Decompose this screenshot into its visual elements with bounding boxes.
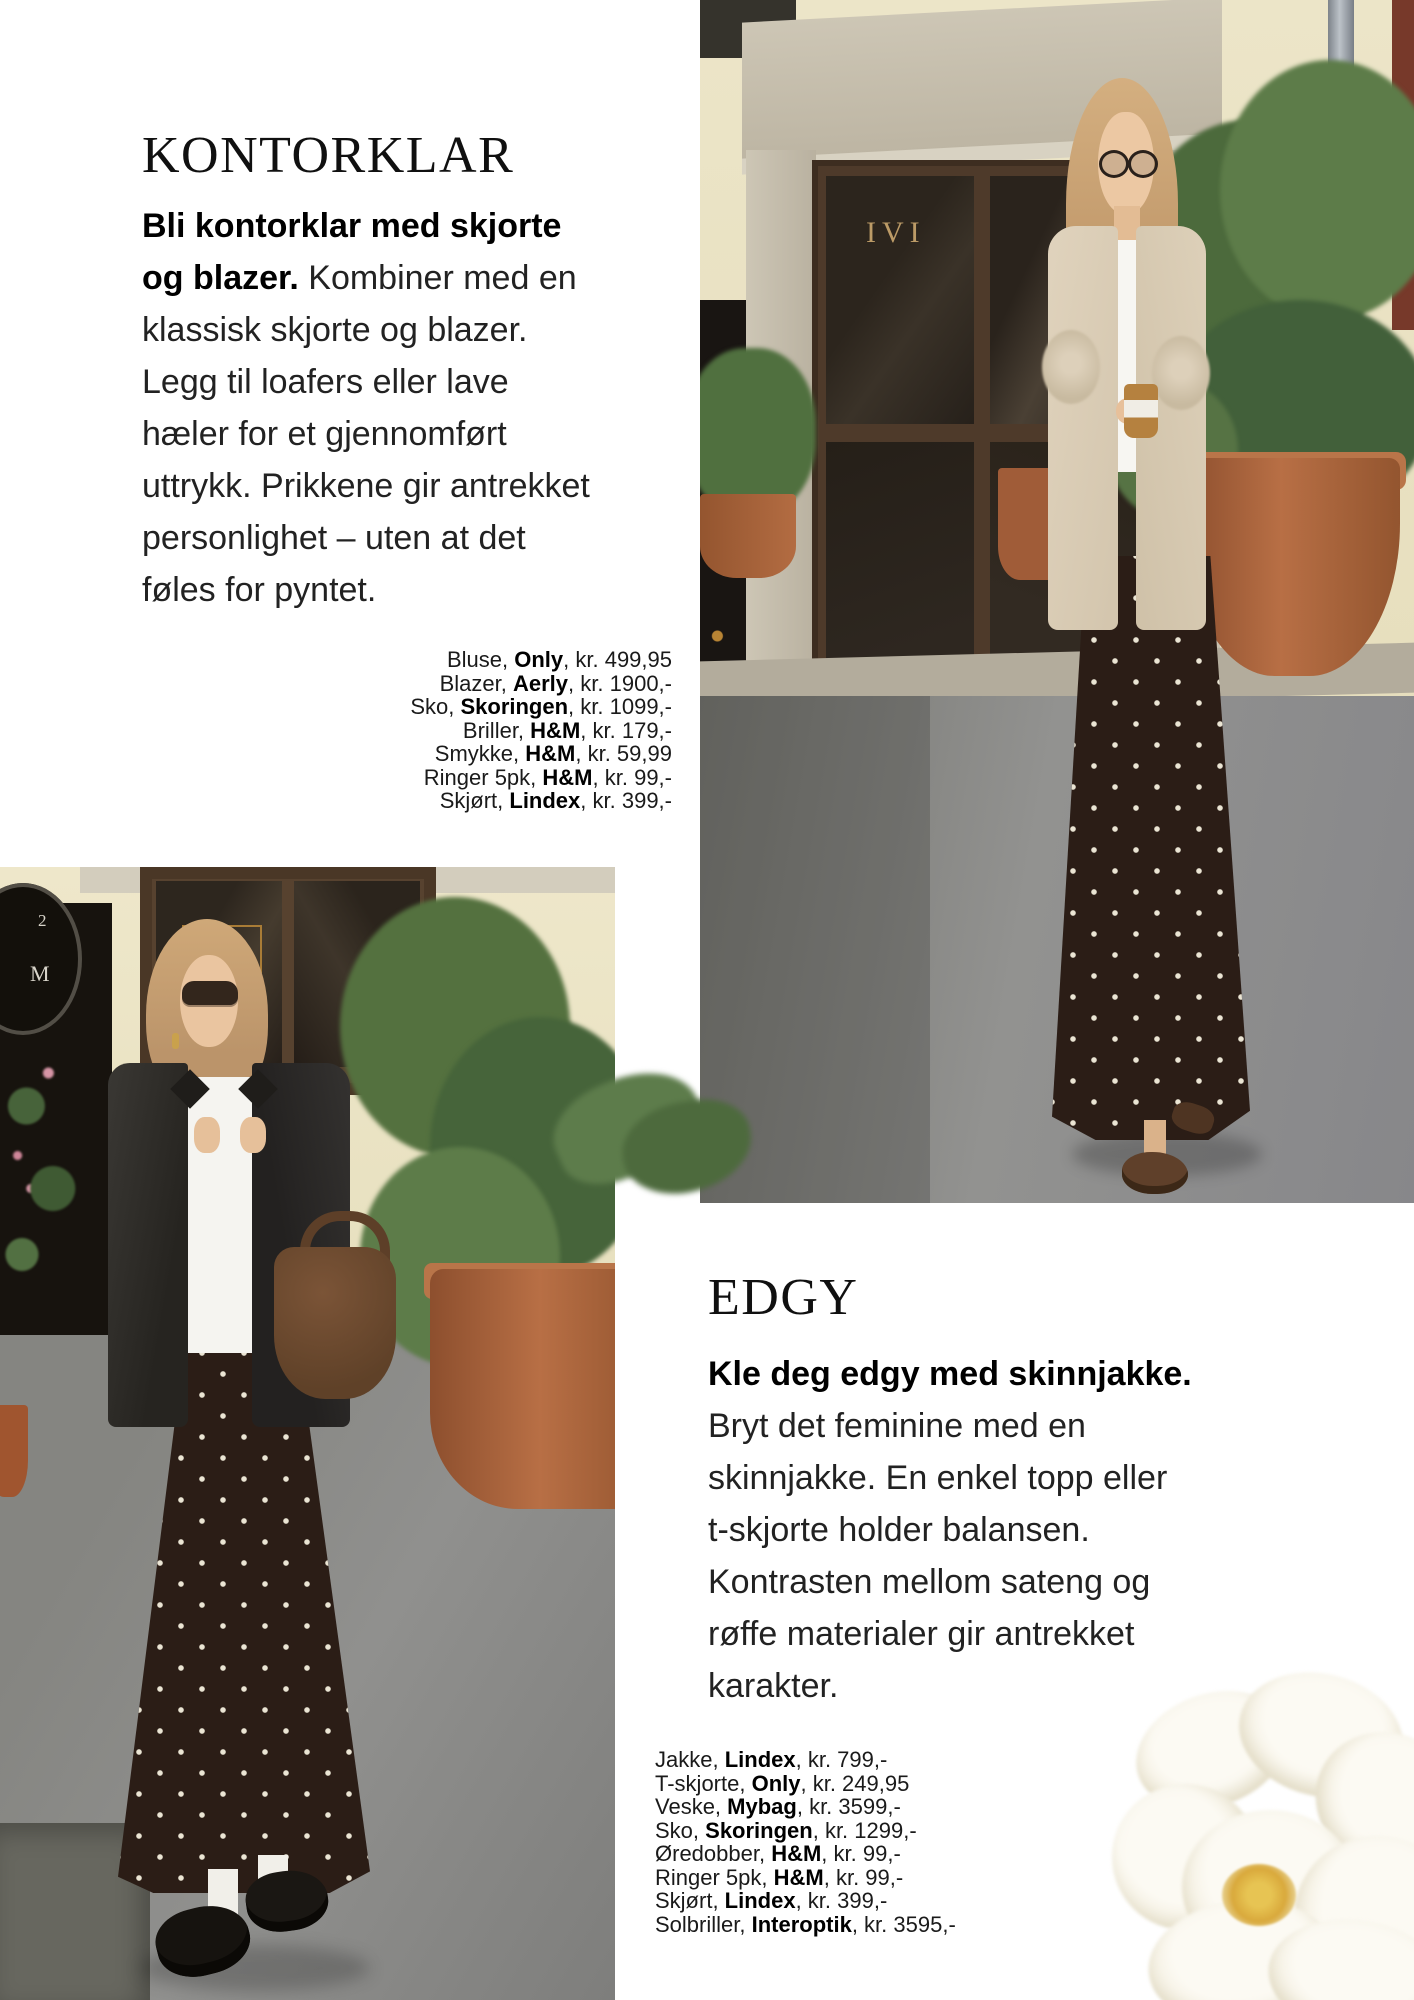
product-line: Skjørt, Lindex, kr. 399,- <box>439 788 672 813</box>
paragraph-line: Bryt det feminine med en <box>708 1407 1086 1445</box>
eyeglasses-lens <box>1099 150 1129 178</box>
blazer-flower-applique <box>1152 336 1210 410</box>
product-line: T-skjorte, Only, kr. 249,95 <box>655 1770 910 1796</box>
paragraph-line: Legg til loafers eller lave <box>142 363 509 401</box>
paragraph-line: røffe materialer gir antrekket <box>708 1615 1135 1653</box>
section-heading-edgy: EDGY <box>708 1269 859 1326</box>
product-line: Blazer, Aerly, kr. 1900,- <box>439 670 672 696</box>
product-line: Skjørt, Lindex, kr. 399,- <box>655 1888 888 1913</box>
beige-blazer-left <box>1048 226 1118 630</box>
woven-loafer-front <box>1122 1152 1188 1194</box>
product-line: Øredobber, H&M, kr. 99,- <box>655 1841 901 1866</box>
paragraph-line: Kle deg edgy med skinnjakke. <box>708 1355 1192 1393</box>
terracotta-pot-small <box>0 1405 28 1497</box>
kontorklar-paragraph <box>142 200 602 616</box>
paragraph-line: karakter. <box>708 1667 839 1705</box>
blazer-flower-applique <box>1042 330 1100 404</box>
model-hand <box>240 1117 266 1153</box>
eyeglasses-lens <box>1128 150 1158 178</box>
edgy-paragraph <box>708 1348 1208 1712</box>
paragraph-line: klassisk skjorte og blazer. <box>142 311 528 349</box>
product-line: Sko, Skoringen, kr. 1299,- <box>655 1817 917 1843</box>
terracotta-pot-left <box>700 494 796 578</box>
product-line: Smykke, H&M, kr. 59,99 <box>434 741 672 766</box>
window-glyphs: IVI <box>866 216 926 249</box>
product-line: Solbriller, Interoptik, kr. 3595,- <box>655 1911 956 1937</box>
white-rose-image <box>1118 1668 1414 2000</box>
paragraph-line: hæler for et gjennomført <box>142 415 507 453</box>
foreground-leaf <box>552 1062 762 1214</box>
paragraph-line: og blazer. Kombiner med en <box>142 259 577 297</box>
window-pane <box>826 176 974 424</box>
suede-bag <box>274 1247 396 1399</box>
paragraph-line: t-skjorte holder balansen. <box>708 1511 1090 1549</box>
vine-with-flowers <box>0 1007 88 1337</box>
paragraph-line: uttrykk. Prikkene gir antrekket <box>142 467 590 505</box>
earring <box>172 1033 179 1049</box>
product-line: Ringer 5pk, H&M, kr. 99,- <box>423 764 672 790</box>
sign-character: 2 <box>38 911 47 930</box>
product-line: Ringer 5pk, H&M, kr. 99,- <box>655 1864 904 1890</box>
paragraph-line: føles for pyntet. <box>142 571 377 609</box>
photo-edgy-outfit <box>0 867 615 2000</box>
plant-left <box>700 348 816 516</box>
kontorklar-product-list <box>280 648 672 813</box>
product-line: Jakke, Lindex, kr. 799,- <box>655 1747 888 1772</box>
rose-center <box>1222 1864 1296 1926</box>
leather-jacket-left <box>108 1063 188 1427</box>
model-hand <box>194 1117 220 1153</box>
sunglasses <box>182 981 238 1005</box>
section-heading-kontorklar: KONTORKLAR <box>142 127 515 184</box>
product-line: Sko, Skoringen, kr. 1099,- <box>410 694 672 719</box>
sign-character: M <box>30 961 50 986</box>
coffee-cup <box>1124 384 1158 438</box>
edgy-product-list <box>655 1748 1075 1936</box>
product-line: Bluse, Only, kr. 499,95 <box>446 647 672 672</box>
product-line: Veske, Mybag, kr. 3599,- <box>655 1794 901 1819</box>
terracotta-pot <box>430 1269 615 1509</box>
paragraph-line: skinnjakke. En enkel topp eller <box>708 1459 1168 1497</box>
paragraph-line: personlighet – uten at det <box>142 519 526 557</box>
paragraph-line: Bli kontorklar med skjorte <box>142 207 562 245</box>
paragraph-line: Kontrasten mellom sateng og <box>708 1563 1151 1601</box>
photo-office-outfit <box>700 0 1414 1203</box>
product-line: Briller, H&M, kr. 179,- <box>462 717 672 743</box>
